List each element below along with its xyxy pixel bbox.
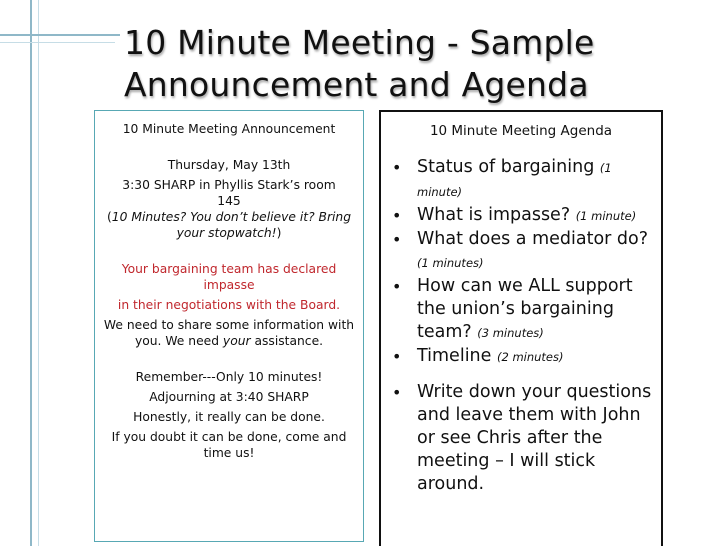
agenda-item-mediator [381,228,657,275]
share-your: your [222,334,251,348]
announcement-time-place [101,177,357,209]
doubt-line: If you doubt it can be done, come and time us! [111,430,347,460]
slide-title [124,22,714,106]
agenda-list [381,156,661,496]
note-text: 10 Minutes? You don’t believe it? Bring your stopwatch! [111,210,352,240]
frame-vertical-line [30,0,32,546]
announcement-heading: 10 Minute Meeting Announcement [122,122,336,136]
agenda-item-text: Timeline [417,346,497,366]
agenda-item-time: (1 minutes) [417,256,484,270]
note-close-paren: ) [276,226,282,240]
bullet-icon: • [392,347,402,366]
agenda-item-time: (1 minute) [417,161,612,199]
agenda-item-timeline [381,345,657,369]
slide-title-line-2: Announcement and Agenda [124,65,589,104]
share-information [101,317,357,349]
agenda-box [379,110,663,546]
bullet-icon: • [392,206,402,225]
remember-line: Remember---Only 10 minutes! [135,370,323,384]
frame-horizontal-line-inner [0,42,115,43]
agenda-item-time: (3 minutes) [477,326,544,340]
agenda-item-impasse [381,204,657,228]
announcement-date: Thursday, May 13th [167,158,291,172]
agenda-item-time: (1 minute) [575,209,637,223]
agenda-item-text: How can we ALL support the union’s bargaining team? [417,276,633,342]
agenda-closing-text: Write down your questions and leave them with John or see Chris after the meeting – I will stick around. [417,382,652,494]
adjourn-line: Adjourning at 3:40 SHARP [149,390,309,404]
bullet-icon: • [392,383,402,402]
note-open-paren: ( [106,210,112,224]
agenda-spacer [381,369,657,381]
agenda-item-time: (2 minutes) [496,350,564,364]
announcement-note [101,209,357,241]
agenda-item-status [381,156,657,204]
frame-horizontal-line [0,34,120,36]
bullet-icon: • [392,158,402,177]
share-assistance: assistance. [250,334,324,348]
bullet-icon: • [392,230,402,249]
slide-title-line-1: 10 Minute Meeting - Sample [124,23,595,62]
agenda-item-text: What is impasse? [417,205,576,225]
room-number: 145 [217,194,241,208]
bullet-icon: • [392,277,402,296]
agenda-item-text: Status of bargaining [417,157,600,177]
agenda-item-support [381,275,657,345]
agenda-item-text: What does a mediator do? [417,229,649,249]
time-place-text: 3:30 SHARP in Phyllis Stark’s room [122,178,336,192]
announcement-box [94,110,364,542]
frame-vertical-line-inner [38,0,39,546]
agenda-heading: 10 Minute Meeting Agenda [429,123,613,139]
impasse-notice-board: in their negotiations with the Board. [117,298,341,312]
share-text: We need to share some information with you. We need [103,318,355,348]
impasse-notice: Your bargaining team has declared impasse [121,262,337,292]
agenda-closing [381,381,657,496]
honestly-line: Honestly, it really can be done. [133,410,325,424]
